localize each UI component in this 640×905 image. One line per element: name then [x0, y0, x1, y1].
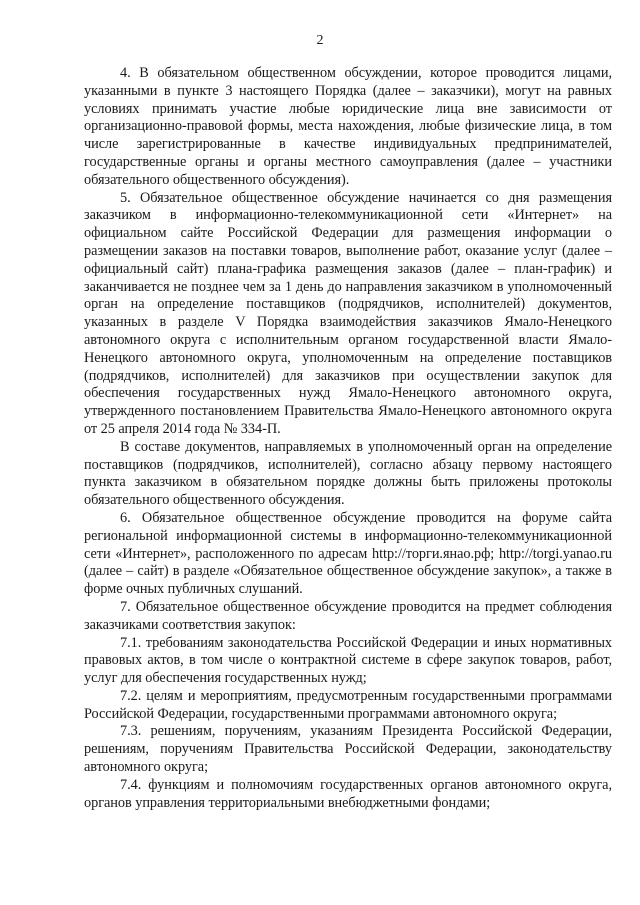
- paragraph-7-1: 7.1. требованиям законодательства Российской Федерации и иных нормативных правовых актов, в том числе о контрактной системе в сфере закупок товаров, работ, услуг для обеспечения государственных нужд;: [84, 634, 612, 687]
- paragraph-7-4: 7.4. функциям и полномочиям государственных органов автономного округа, органов управления территориальными внебюджетными фондами;: [84, 776, 612, 811]
- paragraph-6: 6. Обязательное общественное обсуждение проводится на форуме сайта региональной информационной системы в информационно-телекоммуникационной сети «Интернет», расположенного по адресам http://торги.янао.рф; http://torgi.yanao.ru (далее – сайт) в разделе «Обязательное общественное обсуждение закупок», а также в форме очных публичных слушаний.: [84, 509, 612, 598]
- page-number: 2: [316, 33, 324, 48]
- paragraph-5: 5. Обязательное общественное обсуждение начинается со дня размещения заказчиком в информационно-телекоммуникационной сети «Интернет» на официальном сайте Российской Федерации для размещения информации о размещении заказов на поставки товаров, выполнение работ, оказание услуг (далее – официальный сайт) плана-графика размещения заказов (далее – план-график) и заканчивается не позднее чем за 1 день до направления заказчиком в уполномоченный орган на определение поставщиков (подрядчиков, исполнителей) документов, указанных в разделе V Порядка взаимодействия заказчиков Ямало-Ненецкого автономного округа с исполнительным органом государственной власти Ямало-Ненецкого автономного округа, уполномоченным на определение поставщиков (подрядчиков, исполнителей) для заказчиков при осуществлении закупок для обеспечения государственных нужд Ямало-Ненецкого автономного округа, утвержденного постановлением Правительства Ямало-Ненецкого автономного округа от 25 апреля 2014 года № 334-П.: [84, 189, 612, 437]
- document-body: [84, 65, 612, 812]
- paragraph-7-2: 7.2. целям и мероприятиям, предусмотренным государственными программами Российской Федерации, государственными программами автономного округа;: [84, 687, 612, 722]
- paragraph-7: 7. Обязательное общественное обсуждение проводится на предмет соблюдения заказчиками соответствия закупок:: [84, 598, 612, 633]
- paragraph-4: 4. В обязательном общественном обсуждении, которое проводится лицами, указанными в пункте 3 настоящего Порядка (далее – заказчики), могут на равных условиях принимать участие любые юридические лица вне зависимости от организационно-правовой формы, места нахождения, любые физические лица, в том числе зарегистрированные в качестве индивидуальных предпринимателей, государственные органы и органы местного самоуправления (далее – участники обязательного общественного обсуждения).: [84, 65, 612, 188]
- paragraph-7-3: 7.3. решениям, поручениям, указаниям Президента Российской Федерации, решениям, поручениям Правительства Российской Федерации, законодательству автономного округа;: [84, 723, 612, 776]
- paragraph-5-documents: В составе документов, направляемых в уполномоченный орган на определение поставщиков (подрядчиков, исполнителей), согласно абзацу первому настоящего пункта заказчиком в обязательном порядке должны быть приложены протоколы обязательного общественного обсуждения.: [84, 438, 612, 509]
